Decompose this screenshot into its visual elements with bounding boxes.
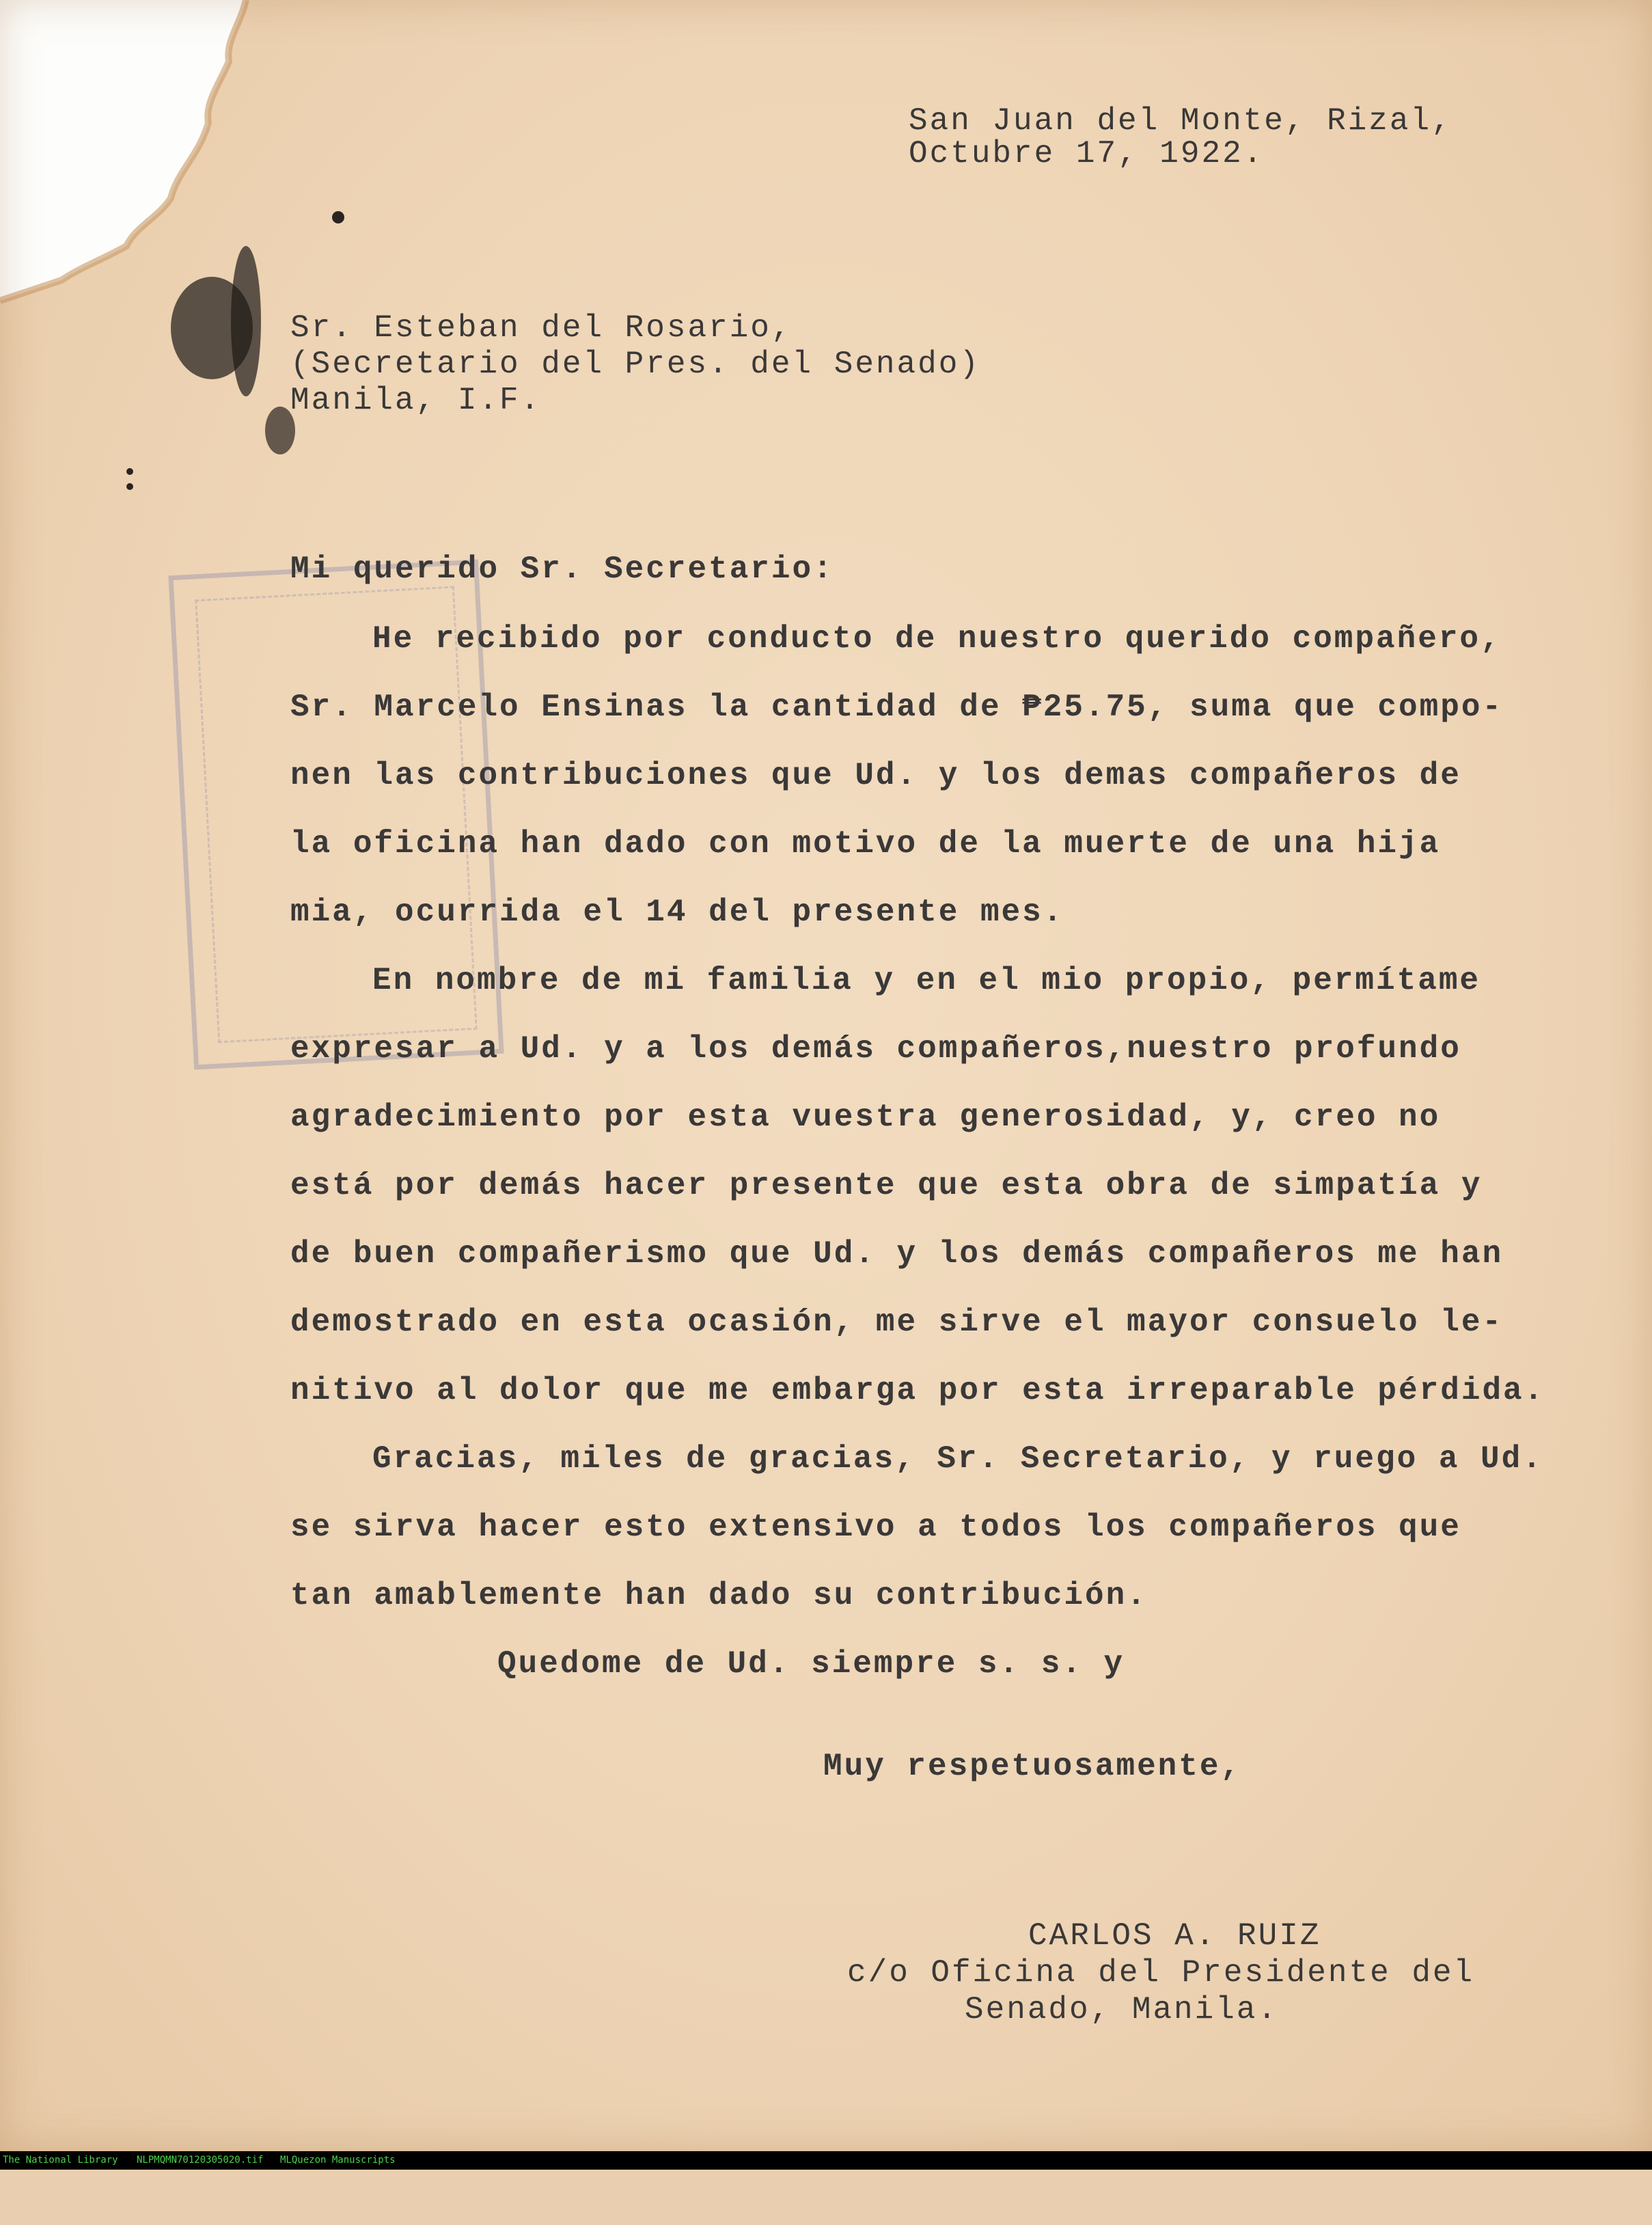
body-line: agradecimiento por esta vuestra generosidad, y, creo no bbox=[290, 1100, 1441, 1135]
archive-footer-bar bbox=[0, 2151, 1652, 2170]
recipient-city: Manila, I.F. bbox=[290, 383, 542, 418]
date-line-1: San Juan del Monte, Rizal, bbox=[909, 103, 1453, 139]
body-line: Sr. Marcelo Ensinas la cantidad de ₱25.75, suma que compo- bbox=[290, 690, 1504, 725]
footer-collection: MLQuezon Manuscripts bbox=[280, 2155, 396, 2166]
signature-city: Senado, Manila. bbox=[965, 1992, 1279, 2028]
body-line: demostrado en esta ocasión, me sirve el mayor consuelo le- bbox=[290, 1305, 1504, 1340]
body-line: nitivo al dolor que me embarga por esta irreparable pérdida. bbox=[290, 1373, 1545, 1408]
body-line: He recibido por conducto de nuestro querido compañero, bbox=[372, 621, 1502, 657]
signature-name: CARLOS A. RUIZ bbox=[1028, 1918, 1321, 1954]
salutation: Mi querido Sr. Secretario: bbox=[290, 551, 834, 587]
date-line-2: Octubre 17, 1922. bbox=[909, 136, 1265, 172]
closing-respectfully: Muy respetuosamente, bbox=[823, 1749, 1242, 1784]
closing-phrase: Quedome de Ud. siempre s. s. y bbox=[497, 1646, 1125, 1682]
body-line: está por demás hacer presente que esta obra de simpatía y bbox=[290, 1168, 1483, 1203]
body-line: tan amablemente han dado su contribución. bbox=[290, 1578, 1148, 1613]
torn-corner-damage bbox=[0, 0, 424, 492]
body-line: la oficina han dado con motivo de la muerte de una hija bbox=[290, 826, 1441, 862]
footer-library: The National Library bbox=[3, 2155, 118, 2166]
signature-office: c/o Oficina del Presidente del bbox=[847, 1955, 1475, 1991]
recipient-title: (Secretario del Pres. del Senado) bbox=[290, 346, 980, 382]
body-line: se sirva hacer esto extensivo a todos los compañeros que bbox=[290, 1510, 1461, 1545]
body-line: nen las contribuciones que Ud. y los demas compañeros de bbox=[290, 758, 1461, 793]
footer-filename: NLPMQMN70120305020.tif bbox=[137, 2155, 264, 2166]
body-line: En nombre de mi familia y en el mio propio, permítame bbox=[372, 963, 1481, 998]
body-line: Gracias, miles de gracias, Sr. Secretario, y ruego a Ud. bbox=[372, 1441, 1543, 1477]
body-line: expresar a Ud. y a los demás compañeros,nuestro profundo bbox=[290, 1031, 1461, 1067]
body-line: mia, ocurrida el 14 del presente mes. bbox=[290, 895, 1064, 930]
body-line: de buen compañerismo que Ud. y los demás compañeros me han bbox=[290, 1236, 1504, 1272]
recipient-name: Sr. Esteban del Rosario, bbox=[290, 310, 793, 346]
